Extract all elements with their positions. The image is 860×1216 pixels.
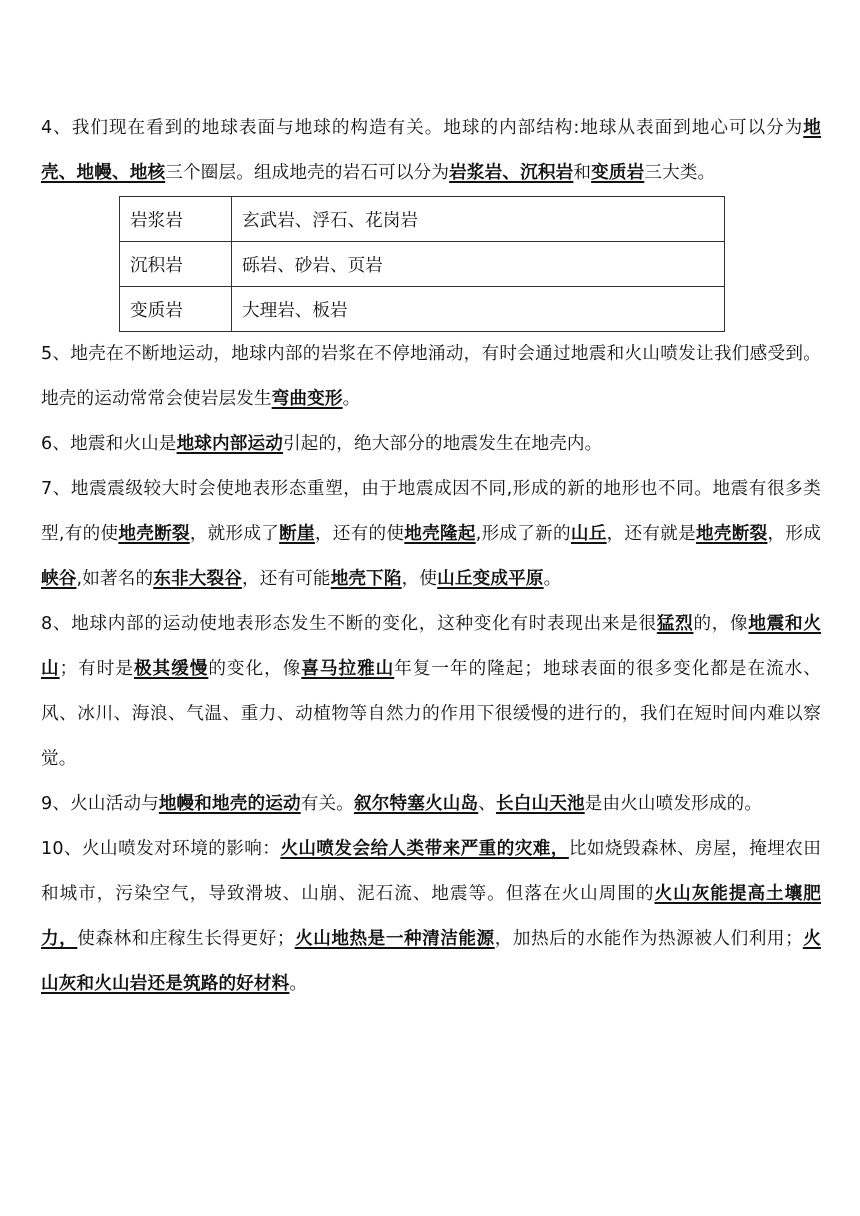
text-run: ，还有的使 (314, 524, 405, 544)
text-run: 8、地球内部的运动使地表形态发生不断的变化，这种变化有时表现出来是很 (41, 614, 657, 634)
text-run: ,形成了新的 (475, 524, 571, 544)
table-row (120, 287, 725, 332)
key-term: 东非大裂谷 (153, 569, 242, 589)
text-run: 。 (342, 389, 361, 409)
key-term: 地球内部运动 (176, 434, 284, 454)
text-run: ，加热后的水能作为热源被人们利用； (494, 929, 803, 949)
key-term: 断崖 (279, 524, 315, 544)
key-term: 火山灰和火山岩还是筑路的好材料 (41, 929, 821, 994)
text-run: 引起的，绝大部分的地震发生在地壳内。 (283, 434, 603, 454)
text-run: ，就形成了 (189, 524, 280, 544)
key-term: 地壳、地幔、地核 (41, 118, 821, 183)
paragraph-6 (41, 422, 821, 467)
text-run: ，形成 (767, 524, 821, 544)
text-run: 的变化，像 (208, 659, 302, 679)
paragraph-10 (41, 827, 821, 1007)
key-term: 地幔和地壳的运动 (158, 794, 301, 814)
key-term: 峡谷 (41, 569, 77, 589)
text-run: 是由火山喷发形成的。 (584, 794, 763, 814)
rock-examples-cell: 砾岩、砂岩、页岩 (232, 242, 725, 287)
key-term: 叙尔特塞火山岛 (354, 794, 479, 814)
rock-type-cell: 岩浆岩 (120, 197, 232, 242)
key-term: 变质岩 (591, 163, 645, 183)
rock-type-cell: 沉积岩 (120, 242, 232, 287)
text-run: 4、我们现在看到的地球表面与地球的构造有关。地球的内部结构:地球从表面到地心可以分为 (41, 118, 804, 138)
table-row (120, 197, 725, 242)
text-run: 9、火山活动与 (41, 794, 159, 814)
text-run: ,如著名的 (76, 569, 154, 589)
key-term: 地壳隆起 (404, 524, 476, 544)
key-term: 极其缓慢 (133, 659, 209, 679)
text-run: ，使 (401, 569, 438, 589)
key-term: 火山灰能提高土壤肥力， (41, 884, 821, 949)
text-run: 有关。 (300, 794, 354, 814)
text-run: 5、地壳在不断地运动，地球内部的岩浆在不停地涌动，有时会通过地震和火山喷发让我们感受到。地壳的运动常常会使岩层发生 (41, 344, 821, 409)
key-term: 喜马拉雅山 (301, 659, 395, 679)
text-run: 7、地震震级较大时会使地表形态重塑，由于地震成因不同,形成的新的地形也不同。地震有很多类型,有的使 (41, 479, 821, 544)
text-run: 和 (573, 163, 592, 183)
key-term: 火山喷发会给人类带来严重的灾难， (280, 839, 569, 859)
key-term: 山丘 (570, 524, 607, 544)
text-run: 6、地震和火山是 (41, 434, 177, 454)
rock-examples-cell: 大理岩、板岩 (232, 287, 725, 332)
paragraph-7 (41, 467, 821, 602)
key-term: 弯曲变形 (271, 389, 343, 409)
paragraph-4 (41, 106, 821, 196)
key-term: 长白山天池 (495, 794, 585, 814)
key-term: 猛烈 (656, 614, 694, 634)
paragraph-8 (41, 602, 821, 782)
text-run: ，还有就是 (606, 524, 696, 544)
key-term: 山丘变成平原 (437, 569, 544, 589)
text-run: 年复一年的隆起；地球表面的很多变化都是在流水、风、冰川、海浪、气温、重力、动植物等自然力的作用下很缓慢的进行的，我们在短时间内难以察觉。 (41, 659, 821, 769)
document-page (41, 106, 821, 1007)
text-run: 的，像 (693, 614, 749, 634)
text-run: 。 (543, 569, 562, 589)
text-run: 、 (478, 794, 496, 814)
key-term: 岩浆岩、沉积岩 (449, 163, 574, 183)
text-run: 使森林和庄稼生长得更好； (77, 929, 295, 949)
key-term: 地壳下陷 (330, 569, 402, 589)
text-run: ；有时是 (59, 659, 134, 679)
paragraph-9 (41, 782, 821, 827)
table-row (120, 242, 725, 287)
key-term: 地壳断裂 (695, 524, 768, 544)
key-term: 地震和火山 (41, 614, 821, 679)
key-term: 火山地热是一种清洁能源 (294, 929, 495, 949)
key-term: 地壳断裂 (118, 524, 190, 544)
text-run: 三个圈层。组成地壳的岩石可以分为 (165, 163, 450, 183)
rock-types-table (119, 196, 725, 332)
text-run: 比如烧毁森林、房屋，掩埋农田和城市，污染空气，导致滑坡、山崩、泥石流、地震等。但落在火山周围的 (41, 839, 821, 904)
rock-examples-cell: 玄武岩、浮石、花岗岩 (232, 197, 725, 242)
text-run: 三大类。 (644, 163, 716, 183)
text-run: ，还有可能 (241, 569, 331, 589)
text-run: 。 (289, 974, 308, 994)
rock-type-cell: 变质岩 (120, 287, 232, 332)
text-run: 10、火山喷发对环境的影响： (41, 839, 281, 859)
paragraph-5 (41, 332, 821, 422)
